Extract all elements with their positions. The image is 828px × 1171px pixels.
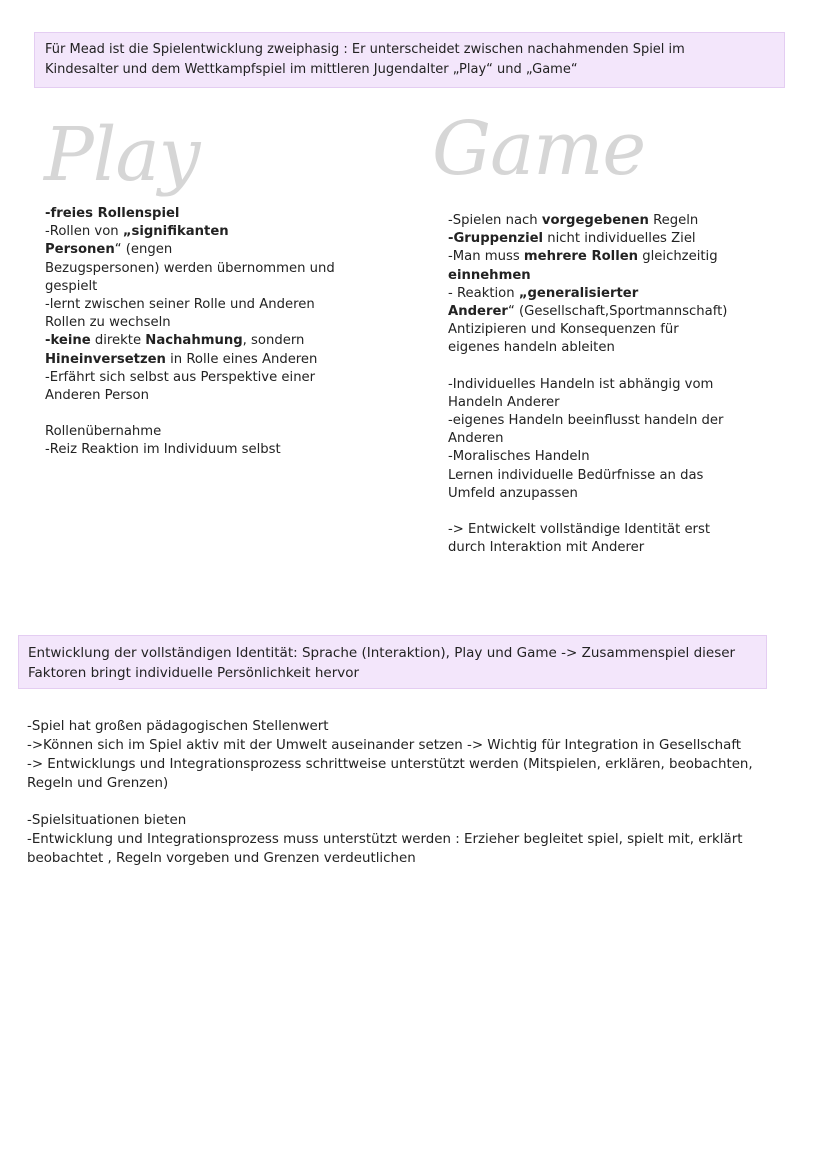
play-line <box>45 332 345 350</box>
play-text: “ (engen <box>114 242 173 258</box>
game-line: Antizipieren und Konsequenzen für <box>448 322 679 338</box>
play-column <box>45 205 345 460</box>
intro-box <box>34 32 785 88</box>
play-line: Rollen zu wechseln <box>45 315 171 331</box>
play-bold-text: -freies Rollenspiel <box>45 206 180 221</box>
game-text: nicht individuelles Ziel <box>543 231 696 247</box>
game-line <box>448 212 748 230</box>
play-line: -Erfährt sich selbst aus Perspektive einer <box>45 369 316 385</box>
play-text: in Rolle eines Anderen <box>165 351 318 367</box>
game-line: -Moralisches Handeln <box>448 449 590 465</box>
game-line: Lernen individuelle Bedürfnisse an das <box>448 467 704 483</box>
play-text: , sondern <box>242 333 305 349</box>
play-line <box>45 241 345 259</box>
notes-line: ->Können sich im Spiel aktiv mit der Umwelt auseinander setzen -> Wichtig für Integration in Gesellschaft <box>27 738 742 753</box>
game-text: Regeln <box>648 213 699 228</box>
game-line: -Individuelles Handeln ist abhängig vom <box>448 376 714 392</box>
spacer <box>27 793 787 811</box>
game-text: - Reaktion <box>448 285 519 301</box>
play-text: -Rollen von <box>45 224 123 240</box>
play-line: Rollenübernahme <box>45 424 162 440</box>
notes-line: -Spielsituationen bieten <box>27 813 187 828</box>
spacer <box>448 503 748 521</box>
game-line: durch Interaktion mit Anderer <box>448 540 645 556</box>
game-line: Anderen <box>448 431 504 447</box>
notes-line: beobachtet , Regeln vorgeben und Grenzen verdeutlichen <box>27 851 416 866</box>
game-line: eigenes handeln ableiten <box>448 340 615 356</box>
play-line: -lernt zwischen seiner Rolle und Anderen <box>45 297 315 313</box>
game-line <box>448 285 748 303</box>
intro-line: Für Mead ist die Spielentwicklung zweiphasig : Er unterscheidet zwischen nachahmenden Spiel im <box>45 42 685 57</box>
game-column <box>448 212 748 557</box>
game-text: “ (Gesellschaft,Sportmannschaft) <box>507 304 728 320</box>
game-text: -Spielen nach <box>448 213 542 228</box>
play-line <box>45 351 345 369</box>
play-line: gespielt <box>45 278 98 294</box>
game-bold-text: vorgegebenen <box>541 213 649 228</box>
game-line <box>448 230 748 248</box>
game-text: gleichzeitig <box>638 249 718 265</box>
notes-line: Regeln und Grenzen) <box>27 776 169 791</box>
notes-line: -Spiel hat großen pädagogischen Stellenwert <box>27 719 329 734</box>
notes-line: -> Entwicklungs und Integrationsprozess schrittweise unterstützt werden (Mitspielen, erklären, beobachten, <box>27 757 753 772</box>
game-line <box>448 267 748 285</box>
play-bold-text: Hineinversetzen <box>45 351 166 367</box>
play-line: Anderen Person <box>45 388 149 404</box>
play-text: direkte <box>90 333 146 349</box>
synthesis-line: Faktoren bringt individuelle Persönlichkeit hervor <box>28 665 360 681</box>
notes-section <box>27 717 787 868</box>
play-line: -Reiz Reaktion im Individuum selbst <box>45 442 281 458</box>
game-text: -Man muss <box>448 249 524 265</box>
game-bold-text: -Gruppenziel <box>448 231 544 247</box>
game-line <box>448 248 748 266</box>
synthesis-line: Entwicklung der vollständigen Identität: Sprache (Interaktion), Play und Game -> Zusammenspiel dieser <box>28 645 736 661</box>
notes-line: -Entwicklung und Integrationsprozess muss unterstützt werden : Erzieher begleitet spiel, spielt mit, erklärt <box>27 832 743 847</box>
game-bold-text: mehrere Rollen <box>523 249 639 265</box>
game-bold-text: „generalisierter <box>518 285 639 301</box>
intro-line: Kindesalter und dem Wettkampfspiel im mittleren Jugendalter „Play“ und „Game“ <box>45 62 578 77</box>
game-bold-text: einnehmen <box>448 267 531 283</box>
play-line <box>45 223 345 241</box>
game-line: -eigenes Handeln beeinflusst handeln der <box>448 413 724 429</box>
play-line <box>45 205 345 223</box>
spacer <box>448 358 748 376</box>
play-bold-text: -keine <box>45 333 91 349</box>
spacer <box>45 405 345 423</box>
game-heading: Game <box>432 106 646 192</box>
game-line <box>448 303 748 321</box>
play-bold-text: „signifikanten <box>122 224 229 240</box>
play-line: Bezugspersonen) werden übernommen und <box>45 260 335 276</box>
game-bold-text: Anderer <box>448 304 508 320</box>
play-heading: Play <box>44 112 200 198</box>
game-line: -> Entwickelt vollständige Identität erst <box>448 522 711 538</box>
play-bold-text: Personen <box>45 242 115 258</box>
game-line: Umfeld anzupassen <box>448 485 578 501</box>
play-bold-text: Nachahmung <box>145 333 243 349</box>
game-line: Handeln Anderer <box>448 394 560 410</box>
synthesis-box <box>18 635 767 689</box>
